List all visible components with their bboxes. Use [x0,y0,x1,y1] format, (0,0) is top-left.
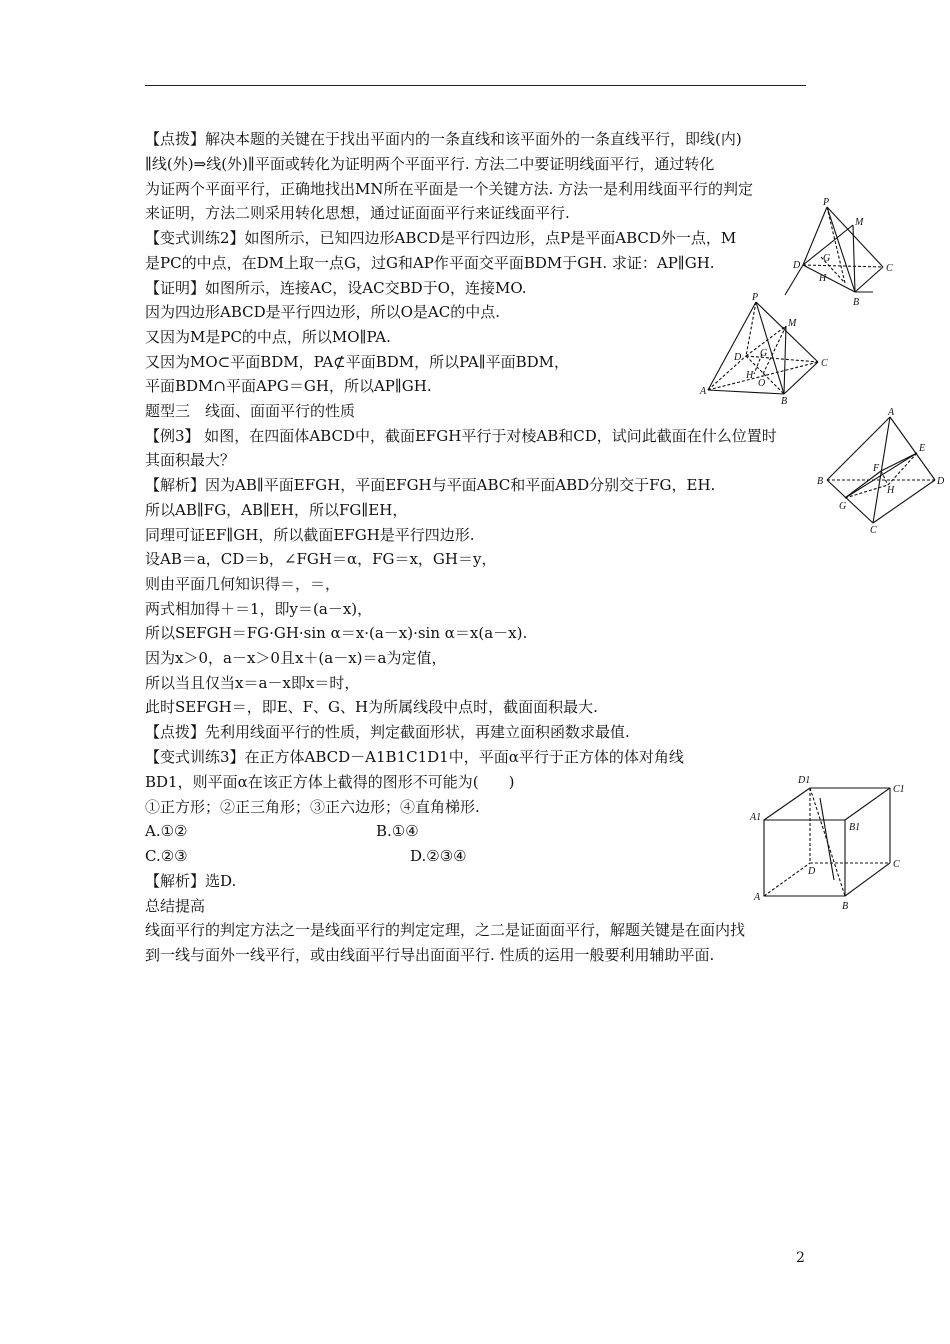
text-line: 所以当且仅当x＝a－x即x＝时， [145,674,360,692]
text-line: 【解析】因为AB∥平面EFGH，平面EFGH与平面ABC和平面ABD分别交于FG，EH. [145,476,716,494]
text-line: 线面平行的判定方法之一是线面平行的判定定理，之二是证面面平行，解题关键是在面内找 [145,921,746,939]
text-line: 因为x＞0，a－x＞0且x＋(a－x)＝a为定值， [145,649,447,667]
fig4-label: C [893,859,900,870]
page-number: 2 [796,1250,805,1266]
text-line: 两式相加得＋＝1，即y＝(a－x)， [145,600,373,618]
fig1-label: D [793,260,801,271]
text-line: 是PC的中点，在DM上取一点G，过G和AP作平面交平面BDM于GH. 求证：AP∥GH. [145,254,715,272]
text-line: 又因为M是PC的中点，所以MO∥PA. [145,328,391,346]
text-line: 所以SEFGH＝FG·GH·sin α＝x·(a－x)·sin α＝x(a－x). [145,624,528,642]
text-line: 【点拨】先利用线面平行的性质，判定截面形状，再建立面积函数求最值. [145,723,630,741]
option-c: C.②③ [145,847,188,865]
figure-tetrahedron [815,405,950,535]
fig3-label: C [870,525,877,536]
fig2-label: H [746,370,754,381]
fig3-label: E [919,443,926,454]
text-line: 此时SEFGH＝，即E、F、G、H为所属线段中点时，截面面积最大. [145,698,598,716]
fig1-label: G [823,253,831,264]
option-b: B.①④ [376,822,419,840]
section-heading: 题型三 线面、面面平行的性质 [145,402,356,420]
text-line: ①正方形；②正三角形；③正六边形；④直角梯形. [145,798,480,816]
text-line: 平面BDM∩平面APG＝GH，所以AP∥GH. [145,377,432,395]
option-a: A.①② [145,822,188,840]
fig4-label: D1 [798,775,811,786]
header-rule [145,85,806,86]
fig2-label: D [734,352,742,363]
text-line: 到一线与面外一线平行，或由线面平行导出面面平行. 性质的运用一般要利用辅助平面. [145,946,715,964]
fig2-label: O [758,378,766,389]
figure-cube [750,768,910,913]
fig2-label: P [752,292,759,303]
text-line: 设AB＝a，CD＝b，∠FGH＝α，FG＝x，GH＝y， [145,550,497,568]
fig2-label: A [700,386,707,397]
fig4-label: C1 [893,784,905,795]
fig1-label: C [886,263,893,274]
text-line: 所以AB∥FG，AB∥EH，所以FG∥EH， [145,501,408,519]
text-line: 其面积最大？ [145,451,236,469]
fig1-label: H [819,273,827,284]
fig3-label: G [839,501,847,512]
fig4-label: A1 [750,812,762,823]
fig3-label: D [937,476,945,487]
text-line: 【变式训练2】如图所示，已知四边形ABCD是平行四边形，点P是平面ABCD外一点，M [145,229,737,247]
text-line: 则由平面几何知识得＝，＝， [145,575,341,593]
fig2-label: M [788,318,797,329]
fig1-label: M [855,217,864,228]
text-line: 为证两个平面平行，正确地找出MN所在平面是一个关键方法. 方法一是利用线面平行的判定 [145,180,754,198]
fig3-label: B [817,476,824,487]
fig2-label: C [821,358,828,369]
fig4-label: A [754,892,761,903]
option-d: D.②③④ [410,847,467,865]
text-line: 【点拨】解决本题的关键在于找出平面内的一条直线和该平面外的一条直线平行，即线(内) [145,130,742,148]
text-line: 【证明】如图所示，连接AC，设AC交BD于O，连接MO. [145,279,527,297]
section-heading: 总结提高 [145,897,206,915]
fig3-label: F [873,463,880,474]
text-line: 因为四边形ABCD是平行四边形，所以O是AC的中点. [145,303,501,321]
text-line: 来证明，方法二则采用转化思想，通过证面面平行来证线面平行. [145,204,570,222]
fig2-label: B [781,396,788,407]
text-line: 【例3】 如图，在四面体ABCD中，截面EFGH平行于对棱AB和CD，试问此截面在什么位置时 [145,427,777,445]
fig1-label: P [823,197,830,208]
text-line: 同理可证EF∥GH，所以截面EFGH是平行四边形. [145,526,475,544]
fig1-label: B [853,297,860,308]
fig4-label: B [842,901,849,912]
fig4-label: B1 [849,822,861,833]
text-line: BD1，则平面α在该正方体上截得的图形不可能为( ) [145,773,515,791]
text-line: 【变式训练3】在正方体ABCD－A1B1C1D1中，平面α平行于正方体的体对角线 [145,748,684,766]
fig4-label: D [808,866,816,877]
text-line: ∥线(外)⇒线(外)∥平面或转化为证明两个平面平行. 方法二中要证明线面平行，通过转化 [145,155,715,173]
text-line: 【解析】选D. [145,872,237,890]
figure-pyramid-proof [700,290,830,405]
fig2-label: G [760,348,768,359]
text-line: 又因为MO⊂平面BDM，PA⊄平面BDM，所以PA∥平面BDM， [145,353,570,371]
fig3-label: A [888,407,895,418]
fig3-label: H [887,485,895,496]
